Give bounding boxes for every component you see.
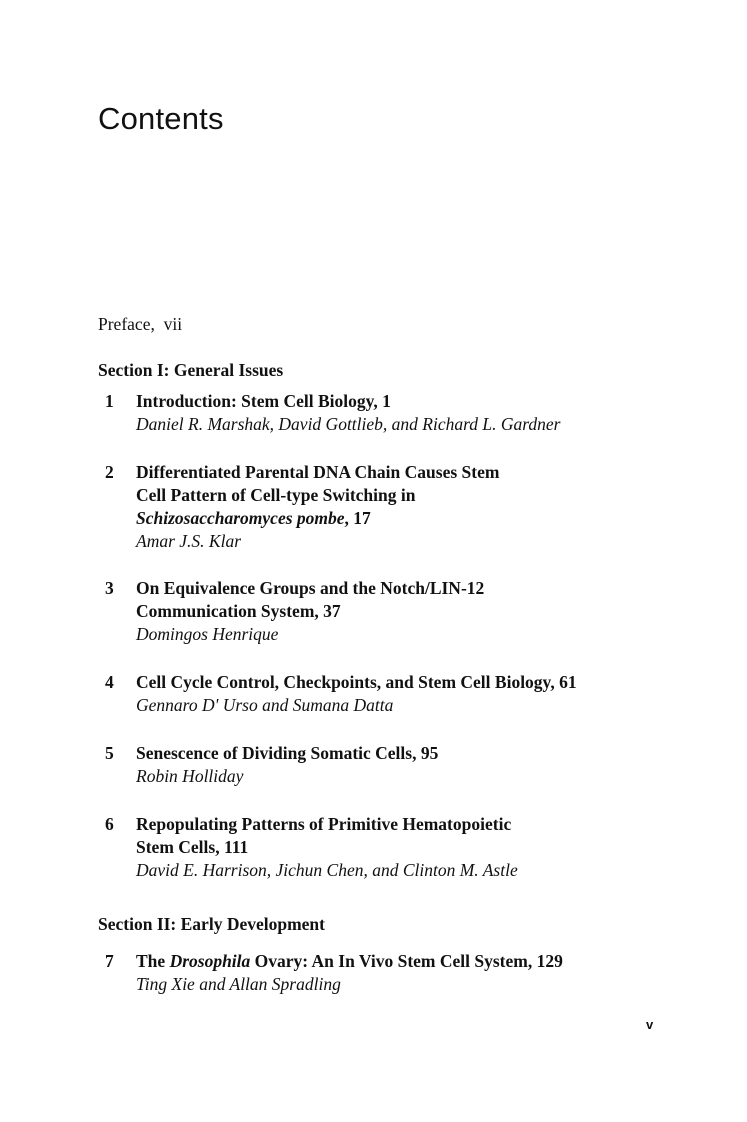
chapter-number: 2 [105, 462, 114, 482]
page-title: Contents [98, 101, 224, 136]
chapter-title [136, 950, 656, 973]
chapter-title [136, 461, 656, 530]
chapter-title [136, 742, 656, 765]
chapter-title-italic: Drosophila [169, 951, 251, 971]
chapter-authors: Amar J.S. Klar [136, 531, 241, 551]
chapter-authors: Gennaro D' Urso and Sumana Datta [136, 695, 394, 715]
chapter-number: 1 [105, 391, 114, 411]
chapter-authors: Daniel R. Marshak, David Gottlieb, and Richard L. Gardner [136, 414, 561, 434]
chapter-title-line: Repopulating Patterns of Primitive Hematopoietic [136, 814, 512, 834]
chapter-number: 7 [105, 951, 114, 971]
preface-label: Preface, [98, 314, 155, 334]
chapter-title-italic: Schizosaccharomyces pombe [136, 508, 345, 528]
chapter-title-line: Communication System, 37 [136, 601, 341, 621]
chapter-title-line: Introduction: Stem Cell Biology, 1 [136, 391, 391, 411]
chapter-authors: Domingos Henrique [136, 624, 279, 644]
chapter-number: 4 [105, 672, 114, 692]
chapter-authors: David E. Harrison, Jichun Chen, and Clinton M. Astle [136, 860, 518, 880]
chapter-number: 3 [105, 578, 114, 598]
chapter-title-line: Cell Pattern of Cell-type Switching in [136, 485, 416, 505]
section-heading-early-development: Section II: Early Development [98, 914, 325, 934]
chapter-title-tail: , 17 [344, 508, 371, 528]
page-number: v [646, 1017, 654, 1032]
chapter-title-line: Differentiated Parental DNA Chain Causes Stem [136, 462, 500, 482]
section-heading-general-issues: Section I: General Issues [98, 360, 284, 380]
chapter-title [136, 813, 656, 859]
chapter-authors: Robin Holliday [136, 766, 244, 786]
preface-entry [98, 312, 182, 336]
chapter-title [136, 577, 656, 623]
chapter-title-tail: Ovary: An In Vivo Stem Cell System, 129 [250, 951, 563, 971]
chapter-title-line: On Equivalence Groups and the Notch/LIN-12 [136, 578, 485, 598]
chapter-title [136, 671, 656, 694]
chapter-title-line [136, 950, 656, 973]
chapter-authors: Ting Xie and Allan Spradling [136, 974, 341, 994]
chapter-title-line: Stem Cells, 111 [136, 837, 249, 857]
chapter-title-line: Cell Cycle Control, Checkpoints, and Stem Cell Biology, 61 [136, 672, 577, 692]
chapter-title [136, 390, 656, 413]
chapter-title-line [136, 507, 656, 530]
chapter-title-line: Senescence of Dividing Somatic Cells, 95 [136, 743, 439, 763]
chapter-title-prefix: The [136, 951, 170, 971]
chapter-number: 5 [105, 743, 114, 763]
chapter-number: 6 [105, 814, 114, 834]
preface-page: vii [163, 314, 183, 334]
